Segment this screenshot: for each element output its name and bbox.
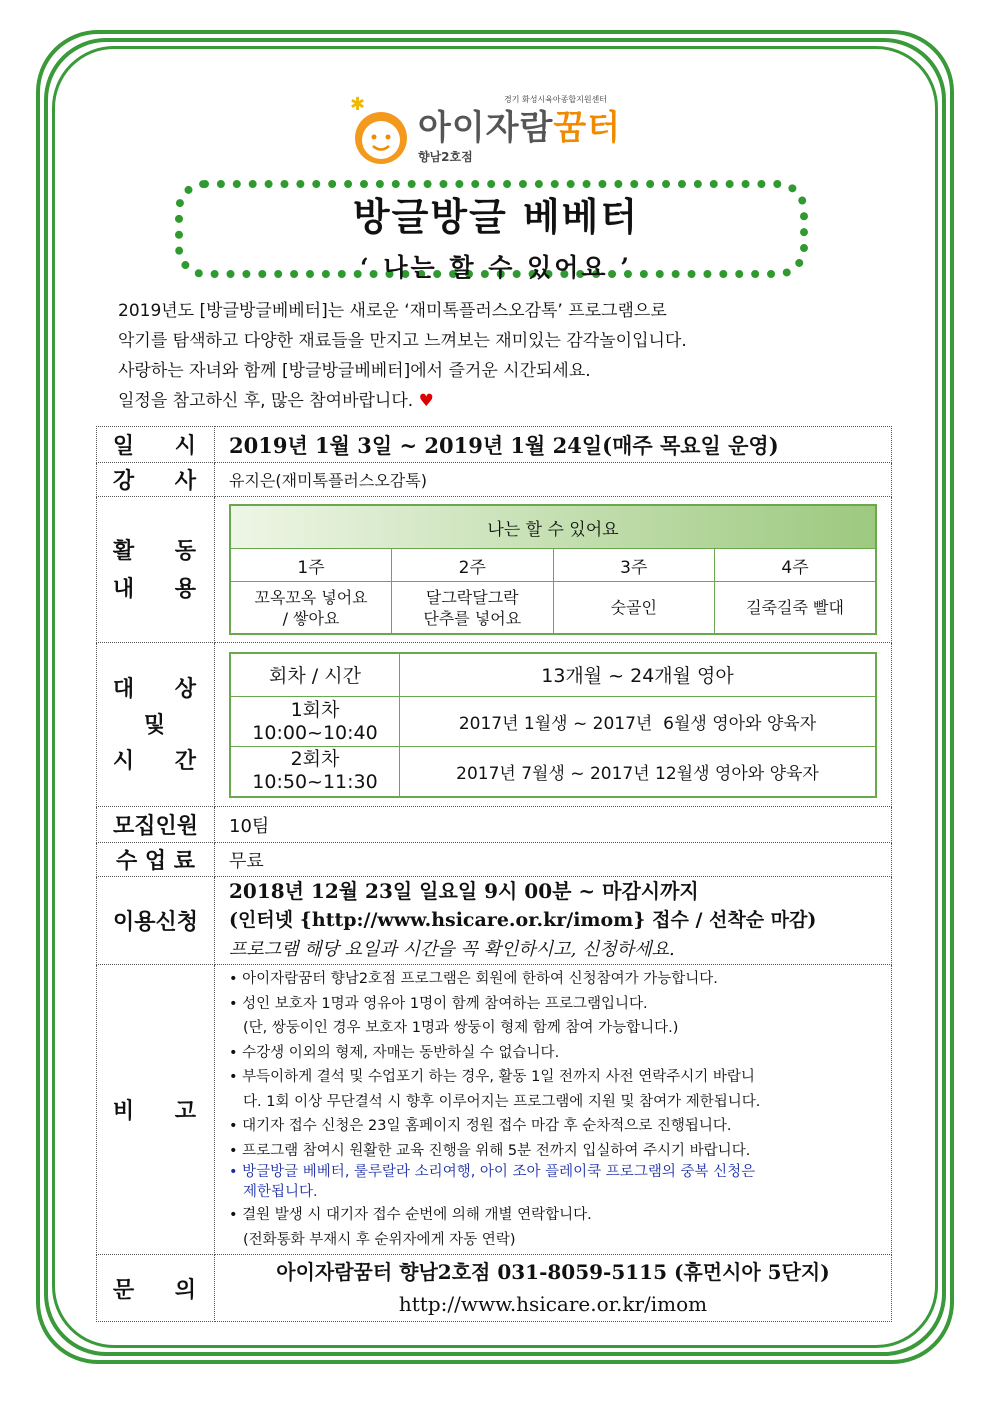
apply-notice: 프로그램 해당 요일과 시간을 꼭 확인하시고, 신청하세요. [229,939,675,960]
apply-period: 2018년 12월 23일 일요일 9시 00분 ~ 마감시까지 [229,879,699,903]
target-label-line: 대 상 [112,675,199,702]
session-time [230,697,400,747]
fee-label: 수 업 료 [97,843,215,877]
note-line: • 부득이하게 결석 및 수업포기 하는 경우, 활동 1일 전까지 사전 연락주시기 바랍니 [229,1069,755,1085]
activity-label-line: 내 용 [112,575,199,602]
activity-table [229,504,877,635]
contact-cell [215,1255,892,1322]
note-line: • 프로그램 참여시 원활한 교육 진행을 위해 5분 전까지 입실하여 주시기 바랍니다. [229,1142,751,1159]
apply-website: (인터넷 {http://www.hsicare.or.kr/imom} 접수 / 선착순 마감) [229,909,817,931]
info-table [96,426,892,1322]
row-notes [97,965,892,1255]
fee-value: 무료 [215,843,892,877]
note-line-highlight: • 방글방글 베베터, 룰루랄라 소리여행, 아이 조아 플레이쿡 프로그램의 중복 신청은 [229,1164,756,1180]
note-line: • 아이자람꿈터 향남2호점 프로그램은 회원에 한하여 신청참여가 가능합니다. [229,971,718,987]
logo-name-part1: 아이자람 [418,108,554,148]
intro-text [118,296,687,416]
activity-header: 나는 할 수 있어요 [230,505,876,549]
week-content-line: 꼬옥꼬옥 넣어요 [254,587,368,607]
contact-url[interactable]: http://www.hsicare.or.kr/imom [398,1292,708,1316]
recruit-label: 모집인원 [97,807,215,843]
row-contact [97,1255,892,1322]
logo [348,92,648,172]
date-label: 일 시 [97,427,215,463]
page-subtitle: ‘ 나는 할 수 있어요 ’ [360,253,632,282]
session-hours: 10:50~11:30 [252,771,378,794]
week-header: 4주 [715,549,877,582]
row-apply [97,877,892,965]
note-line: • 성인 보호자 1명과 영유아 1명이 함께 참여하는 프로그램입니다. [229,995,648,1012]
note-line: • 결원 발생 시 대기자 접수 순번에 의해 개별 연락합니다. [229,1207,592,1223]
week-content-line: / 쌓아요 [282,608,340,628]
target-label [97,643,215,807]
row-fee [97,843,892,877]
notes-cell [215,965,892,1255]
intro-line: 악기를 탐색하고 다양한 재료들을 만지고 느껴보는 재미있는 감각놀이입니다. [118,331,687,351]
week-header: 3주 [553,549,715,582]
week-content [230,582,392,634]
row-activity [97,497,892,643]
intro-line: 2019년도 [방글방글베베터]는 새로운 ‘재미톡플러스오감톡’ 프로그램으로 [118,301,667,321]
week-content [553,582,715,634]
svg-text:✱: ✱ [350,94,366,115]
week-content-line: 단추를 넣어요 [423,608,522,628]
notes-label: 비 고 [97,965,215,1255]
week-content-line: 달그락달그락 [425,587,519,607]
apply-cell [215,877,892,965]
teacher-label: 강 사 [97,463,215,497]
logo-name-part2: 꿈터 [553,108,622,148]
session-time [230,747,400,797]
teacher-value: 유지은(재미톡플러스오감톡) [215,463,892,497]
session-target: 2017년 1월생 ~ 2017년 6월생 영아와 양육자 [400,697,877,747]
intro-line-text: 일정을 참고하신 후, 많은 참여바랍니다. [118,391,414,411]
week-content-line: 숫골인 [610,598,657,617]
session-target: 2017년 7월생 ~ 2017년 12월생 영아와 양육자 [400,747,877,797]
activity-cell [215,497,892,643]
note-line: 다. 1회 이상 무단결석 시 향후 이루어지는 프로그램에 지원 및 참여가 제한됩니다. [243,1093,761,1110]
intro-line [118,386,687,416]
week-content [392,582,554,634]
target-label-line: 및 [143,711,168,738]
row-teacher [97,463,892,497]
date-value: 2019년 1월 3일 ~ 2019년 1월 24일(매주 목요일 운영) [215,427,892,463]
recruit-value: 10팀 [215,807,892,843]
intro-line: 사랑하는 자녀와 함께 [방글방글베베터]에서 즐거운 시간되세요. [118,361,591,381]
session-name: 1회차 [290,698,340,721]
logo-center-name: 경기 화성시육아종합지원센터 [504,95,608,104]
note-line: • 대기자 접수 신청은 23일 홈페이지 정원 접수 마감 후 순차적으로 진행됩니다. [229,1118,732,1134]
week-content [715,582,877,634]
week-header: 1주 [230,549,392,582]
row-recruit [97,807,892,843]
target-label-line: 시 간 [112,747,199,774]
target-cell [215,643,892,807]
session-header: 회차 / 시간 [230,653,400,697]
logo-text [418,100,621,149]
logo-face-icon [348,92,414,172]
row-target [97,643,892,807]
note-line: • 수강생 이외의 형제, 자매는 동반하실 수 없습니다. [229,1044,560,1061]
heart-icon: ♥ [418,391,434,411]
note-line: (전화통화 부재시 후 순위자에게 자동 연락) [243,1231,516,1248]
session-name: 2회차 [290,748,340,771]
week-content-line: 길죽길죽 빨대 [746,598,844,617]
contact-phone: 아이자람꿈터 향남2호점 031-8059-5115 (휴먼시아 5단지) [276,1260,830,1284]
note-line: (단, 쌍둥이인 경우 보호자 1명과 쌍둥이 형제 함께 참여 가능합니다.) [243,1020,679,1036]
apply-label: 이용신청 [97,877,215,965]
week-header: 2주 [392,549,554,582]
contact-label: 문 의 [97,1255,215,1322]
session-hours: 10:00~10:40 [252,721,378,744]
activity-label-line: 활 동 [112,537,199,564]
logo-branch: 향남2호점 [418,150,473,164]
note-line-highlight: 제한됩니다. [243,1184,318,1200]
activity-label [97,497,215,643]
session-table [229,652,877,798]
row-date [97,427,892,463]
age-header: 13개월 ~ 24개월 영아 [400,653,877,697]
page-title: 방글방글 베베터 [352,194,640,239]
